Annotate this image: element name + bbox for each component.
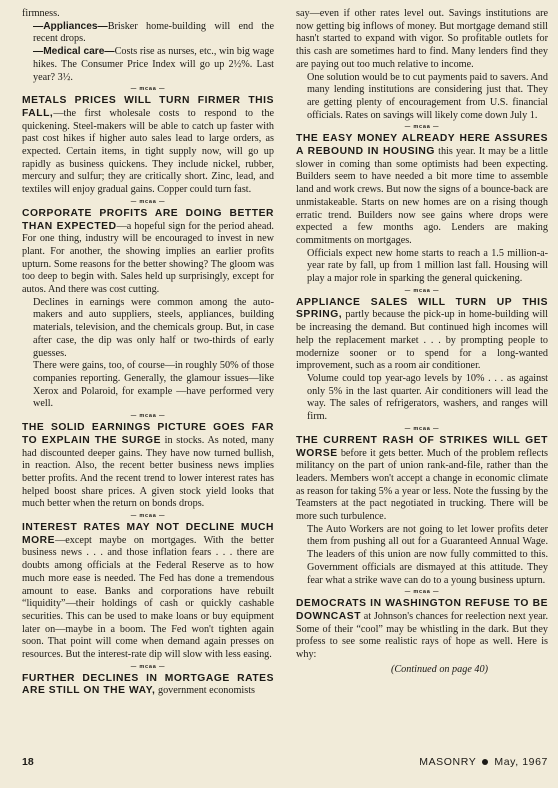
section-interest-rates — [22, 522, 274, 662]
section-metals — [22, 95, 274, 197]
issue-date: May, 1967 — [494, 756, 548, 768]
continued-link[interactable]: (Continued on page 40) — [390, 663, 488, 675]
heading-solid-earnings: THE SOLID EARNINGS PICTURE GOES FAR TO EXPLAIN THE SURGE — [22, 422, 274, 446]
section-separator: — mcaa — — [404, 287, 440, 294]
section-separator: — mcaa — — [130, 86, 166, 93]
section-separator: — mcaa — — [404, 425, 440, 432]
text-mortgage-rates: government economists — [155, 685, 256, 697]
page-footer — [22, 756, 548, 772]
text-corporate: —a hopeful sign for the period ahead. For one thing, industry will be encouraged to invest in new plant. For another, the showing implies an earlier profits upturn. Some reasons for the better showing? The gloom was too deep to begin with. Sales held up surprisingly, except for autos. And there was cost cutting. — [22, 220, 274, 296]
section-separator: — mcaa — — [130, 413, 166, 420]
paragraph: firmness. — [22, 8, 60, 19]
paragraph-savers: One solution would be to cut payments paid to savers. And many lending institutions are considering just that. They are getting plenty of encouragement from U.S. financial officials. Rates on savings will likely come down July 1. — [307, 71, 548, 121]
paragraph-corporate-declines: Declines in earnings were common among the auto-makers and auto suppliers, steels, appliances, building materials, television, and the chemicals group. But, in case after case, the dip was only half or two-thirds of early guesses. — [33, 296, 274, 359]
section-separator: — mcaa — — [130, 663, 166, 670]
section-appliance-sales — [296, 297, 548, 373]
section-solid-earnings — [22, 422, 274, 511]
heading-interest-rates: INTEREST RATES MAY NOT DECLINE MUCH MORE — [22, 522, 274, 546]
text-easy-money: this year. It may be a little slower in coming than some optimists had been expecting. Builders seem to have needed a bit more time to assemble land and work crews. But now the signs of a bounce-back are unmistakeable. Starts on new homes are on a rising though erratic trend. Builders now see gains where drops were expected a few months ago. Lenders are making commitments on mortgages. — [296, 146, 549, 246]
section-separator: — mcaa — — [130, 198, 166, 205]
paragraph-medical — [22, 46, 274, 84]
heading-mortgage-rates: FURTHER DECLINES IN MORTGAGE RATES ARE STILL ON THE WAY, — [22, 672, 274, 697]
heading-easy-money: THE EASY MONEY ALREADY HERE ASSURES A REBOUND IN HOUSING — [296, 133, 548, 158]
lead-medical: —Medical care— — [33, 46, 115, 58]
bullet-icon — [482, 759, 488, 765]
section-separator: — mcaa — — [404, 124, 440, 131]
page-number: 18 — [22, 756, 34, 768]
lead-appliances: —Appliances— — [33, 20, 108, 32]
text-metals: —the first wholesale costs to respond to the quickening. Steel-makers will be able to catch up faster with past cost hikes if higher auto sales lead to large orders, as expected. Certain items, in tight supply now, will go up rapidly as business quickens. They include nickel, rubber, mercury and sulfur; they are critically short. Zinc, lead, and textiles will enjoy gradual gains. Copper could turn fast. — [22, 107, 274, 196]
text-interest-rates: —except maybe on mortgages. With the better business news . . . and those inflation fears . . . there are doubts among officials at the Federal Reserve as to how much more ease is needed. The Fed has done a tremendous amount to ease. Banks and corporations have rebuilt “liquidity”—their holdings of cash or quickly cashable securities. This can be used to make loans or buy equipment later on—maybe in a boom. The Fed won't tighten again soon. That point will come when demand again presses on resources. But the interest-rate dip will slow with less easing. — [22, 534, 274, 661]
section-mortgage-rates — [22, 673, 274, 698]
footer-publication — [419, 756, 548, 768]
paragraph-mortgage-cont: say—even if other rates level out. Savings institutions are now getting big inflows of money. But mortgage demand still hasn't started to expand with vigor. So profitable outlets for this cash are sometimes hard to find. Many lenders find they are paying out too much relative to income. — [296, 8, 548, 70]
heading-strikes: THE CURRENT RASH OF STRIKES WILL GET WORSE — [296, 434, 548, 459]
section-corporate — [22, 208, 274, 297]
magazine-name: MASONRY — [419, 756, 477, 768]
section-separator: — mcaa — — [404, 589, 440, 596]
paragraph-corporate-gains: There were gains, too, of course—in roughly 50% of those companies reporting. Generally, the glamour issues—like Xerox and Polaroid, for example —have performed very well. — [33, 360, 274, 410]
section-easy-money — [296, 133, 548, 247]
text-solid-earnings: in stocks. As noted, many had discounted deeper gains. They have now turned bullish, in reaction. Also, the recent better business news implies better profits. And the recent trend to lower interest rates has helped boost share prices. A given stock yield looks that much better when the return on bonds drops. — [22, 434, 274, 510]
text-strikes: before it gets better. Much of the problem reflects militancy on the part of union rank-and-file, rather than the leaders. Members won't accept a change in economic climate as reason for taking 5% a year or less. Note the fussing by the Teamsters at the pact negotiated in trucking. There will be more such turbulence. — [296, 447, 548, 523]
text-democrats: at Johnson's chances for reelection next year. Some of their “cool” may be whistling in the dark. But they profess to see some realistic rays of hope as well. Here is why: — [296, 610, 548, 661]
left-column — [22, 8, 274, 698]
text-medical: Costs rise as nurses, etc., win big wage hikes. The Consumer Price Index will go up 2½%. Last year? 3½. — [33, 46, 274, 83]
heading-metals: METALS PRICES WILL TURN FIRMER THIS FALL, — [22, 95, 274, 119]
heading-corporate: CORPORATE PROFITS ARE DOING BETTER THAN EXPECTED — [22, 207, 274, 232]
section-separator: — mcaa — — [130, 513, 166, 520]
paragraph-appliance-volume: Volume could top year-ago levels by 10% . . . as against only 5% in the last quarter. Air conditioners will lead the way. The sales of refrigerators, washers, and ranges will firm. — [307, 372, 548, 423]
paragraph-housing-starts: Officials expect new home starts to reach a 1.5 million-a-year rate by fall, up from 1 million last fall. Housing will play a major role in sparking the general quickening. — [307, 247, 548, 285]
heading-appliance-sales: APPLIANCE SALES WILL TURN UP THIS SPRING, — [296, 296, 548, 321]
section-democrats — [296, 598, 548, 662]
text-appliances: Brisker home-building will end the recent drops. — [33, 20, 274, 45]
heading-democrats: DEMOCRATS IN WASHINGTON REFUSE TO BE DOWNCAST — [296, 598, 548, 622]
paragraph-appliances — [22, 21, 274, 46]
section-strikes — [296, 435, 548, 524]
text-appliance-sales: partly because the pick-up in home-building will be increasing the demand. But continued high incomes will help the replacement market . . . by prompting people to modernize sooner or to spend for a long-wanted improvement, such as a room air conditioner. — [296, 309, 548, 372]
right-column — [296, 8, 548, 676]
paragraph-auto-workers: The Auto Workers are not going to let lower profits deter them from pushing all out for a Guaranteed Annual Wage. The leaders of this union are now fully committed to this. Government officials are dismayed at this attitude. They fear what a strike wave can do to a young business upturn. — [307, 523, 548, 586]
